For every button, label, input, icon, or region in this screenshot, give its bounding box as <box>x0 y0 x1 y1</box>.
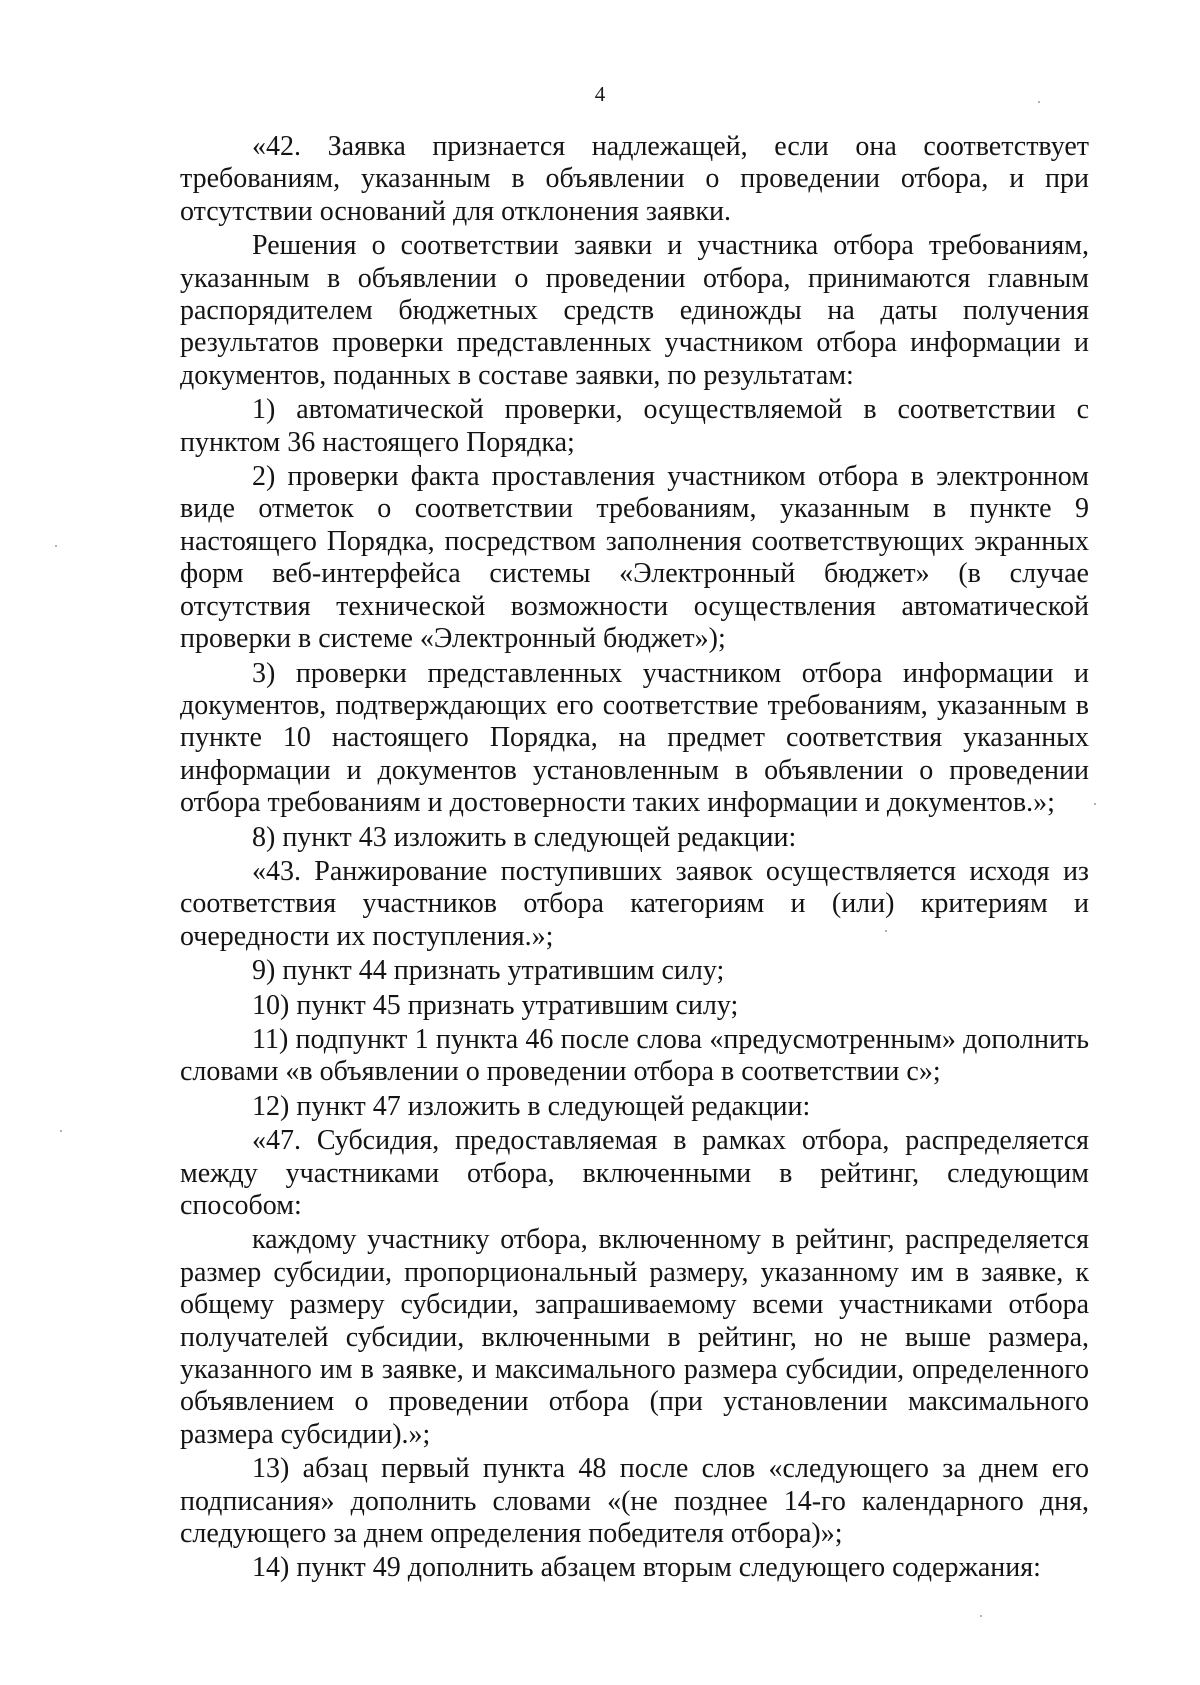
paragraph-47: «47. Субсидия, предоставляемая в рамках отбора, распределяется между участниками отбора, включенными в рейтинг, следующим способом: <box>180 1125 1089 1221</box>
paragraph-amendment-8: 8) пункт 43 изложить в следующей редакции: <box>252 821 797 853</box>
paragraph-43: «43. Ранжирование поступивших заявок осуществляется исходя из соответствия участников отбора категориям и (или) критериям и очередности их поступления.»; <box>180 855 1089 952</box>
scan-speck <box>60 1130 62 1132</box>
paragraph-amendment-14: 14) пункт 49 дополнить абзацем вторым следующего содержания: <box>252 1552 1041 1584</box>
paragraph-amendment-12: 12) пункт 47 изложить в следующей редакции: <box>252 1090 811 1122</box>
paragraph-42: «42. Заявка признается надлежащей, если она соответствует требованиям, указанным в объявлении о проведении отбора, и при отсутствии оснований для отклонения заявки. <box>180 131 1089 227</box>
page-number: 4 <box>594 82 606 106</box>
paragraph-amendment-10: 10) пункт 45 признать утратившим силу; <box>252 989 739 1021</box>
paragraph-amendment-13: 13) абзац первый пункта 48 после слов «следующего за днем его подписания» дополнить словами «(не позднее 14-го календарного дня, следующего за днем определения победителя отбора)»; <box>180 1453 1089 1550</box>
scan-speck <box>980 1615 982 1617</box>
paragraph-decisions: Решения о соответствии заявки и участника отбора требованиям, указанным в объявлении о проведении отбора, принимаются главным распорядителем бюджетных средств единожды на даты получения результатов проверки представленных участником отбора информации и документов, поданных в составе заявки, по результатам: <box>180 230 1089 391</box>
paragraph-amendment-11: 11) подпункт 1 пункта 46 после слова «предусмотренным» дополнить словами «в объявлении о проведении отбора в соответствии с»; <box>180 1023 1089 1088</box>
scan-speck <box>1038 101 1040 103</box>
paragraph-amendment-9: 9) пункт 44 признать утратившим силу; <box>252 955 725 987</box>
scan-speck <box>1094 803 1096 805</box>
scan-speck <box>55 545 57 547</box>
paragraph-item-2: 2) проверки факта проставления участником отбора в электронном виде отметок о соответствии требованиям, указанным в пункте 9 настоящего Порядка, посредством заполнения соответствующих экранных форм веб-интерфейса системы «Электронный бюджет» (в случае отсутствия технической возможности осуществления автоматической проверки в системе «Электронный бюджет»); <box>180 461 1089 655</box>
document-body <box>180 131 1089 1585</box>
paragraph-item-3: 3) проверки представленных участником отбора информации и документов, подтверждающих его соответствие требованиям, указанным в пункте 10 настоящего Порядка, на предмет соответствия указанных информации и документов установленным в объявлении о проведении отбора требованиям и достоверности таких информации и документов.»; <box>180 657 1089 819</box>
paragraph-distribution: каждому участнику отбора, включенному в рейтинг, распределяется размер субсидии, пропорциональный размеру, указанному им в заявке, к общему размеру субсидии, запрашиваемому всеми участниками отбора получателей субсидии, включенными в рейтинг, но не выше размера, указанного им в заявке, и максимального размера субсидии, определенного объявлением о проведении отбора (при установлении максимального размера субсидии).»; <box>180 1224 1089 1450</box>
scan-speck <box>885 930 887 932</box>
paragraph-item-1: 1) автоматической проверки, осуществляемой в соответствии с пунктом 36 настоящего Порядка; <box>180 394 1089 458</box>
